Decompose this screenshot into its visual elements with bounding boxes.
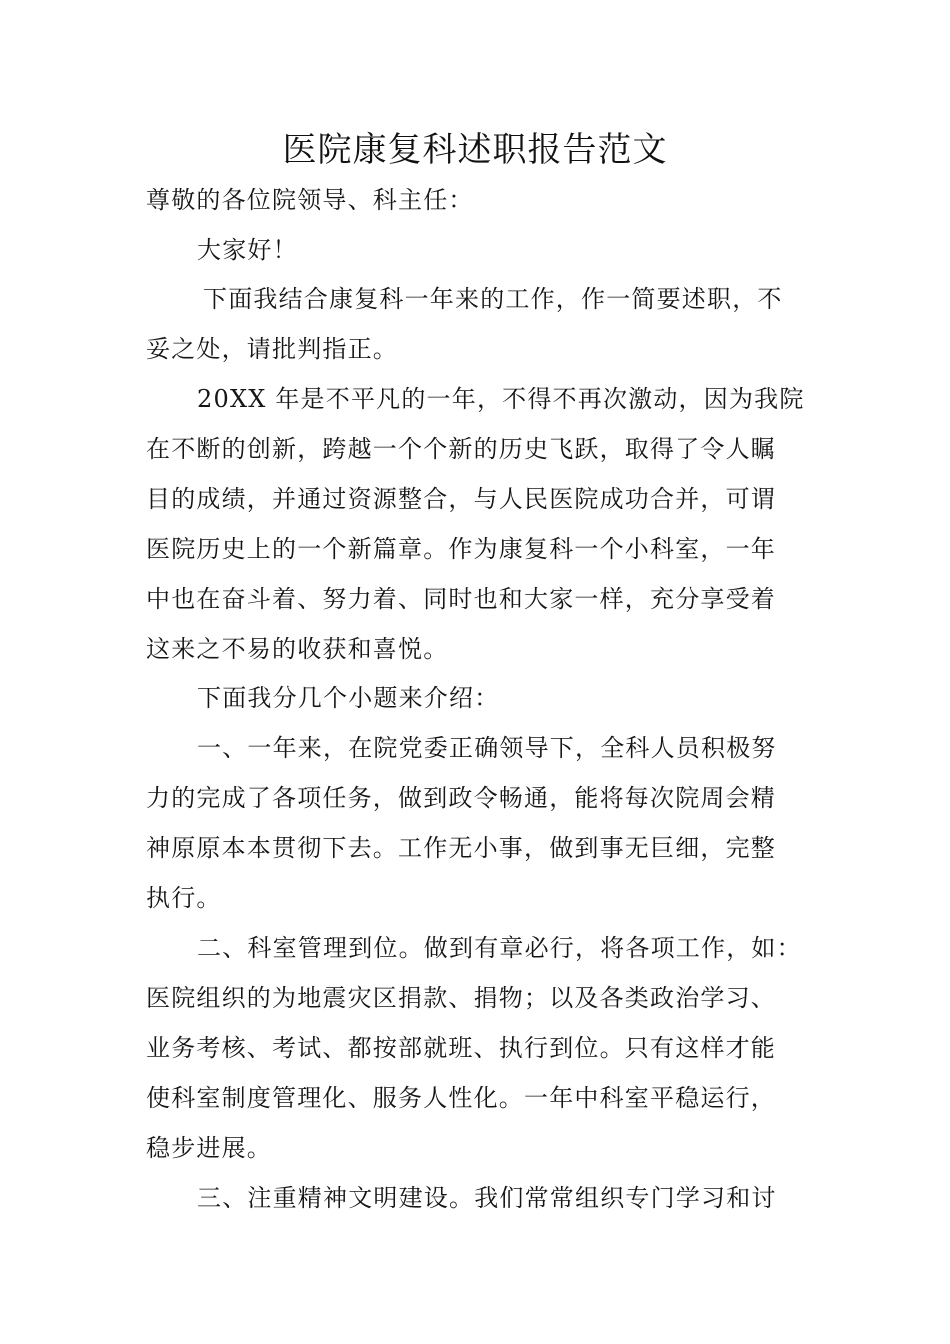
document-title: 医院康复科述职报告范文 — [282, 130, 668, 170]
paragraph-line: 稳步进展。 — [146, 1134, 272, 1162]
paragraph-line: 业务考核、考试、都按部就班、执行到位。只有这样才能 — [146, 1034, 776, 1062]
paragraph-line: 使科室制度管理化、服务人性化。一年中科室平稳运行， — [146, 1084, 776, 1112]
paragraph-line: 下面我分几个小题来介绍： — [197, 684, 500, 712]
paragraph-line: 力的完成了各项任务，做到政令畅通，能将每次院周会精 — [146, 784, 776, 812]
paragraph-line: 二、科室管理到位。做到有章必行，将各项工作，如： — [197, 934, 802, 962]
paragraph-line: 医院组织的为地震灾区捐款、捐物；以及各类政治学习、 — [146, 984, 776, 1012]
paragraph-line: 下面我结合康复科一年来的工作，作一简要述职，不 — [203, 285, 783, 313]
paragraph-line: 神原原本本贯彻下去。工作无小事，做到事无巨细，完整 — [146, 834, 776, 862]
salutation-line: 尊敬的各位院领导、科主任： — [146, 186, 474, 214]
paragraph-line: 中也在奋斗着、努力着、同时也和大家一样，充分享受着 — [146, 585, 776, 613]
paragraph-line: 执行。 — [146, 884, 222, 912]
greeting-line: 大家好！ — [197, 236, 298, 264]
paragraph-line: 三、注重精神文明建设。我们常常组织专门学习和讨 — [197, 1184, 777, 1212]
paragraph-line: 妥之处，请批判指正。 — [146, 335, 398, 363]
paragraph-line: 医院历史上的一个新篇章。作为康复科一个小科室，一年 — [146, 535, 776, 563]
paragraph-line: 一、一年来，在院党委正确领导下，全科人员积极努 — [197, 734, 777, 762]
paragraph-line: 目的成绩，并通过资源整合，与人民医院成功合并，可谓 — [146, 485, 776, 513]
paragraph-line: 这来之不易的收获和喜悦。 — [146, 635, 449, 663]
paragraph-line: 在不断的创新，跨越一个个新的历史飞跃，取得了令人瞩 — [146, 435, 776, 463]
paragraph-line: 20XX 年是不平凡的一年，不得不再次激动，因为我院 — [197, 385, 805, 413]
